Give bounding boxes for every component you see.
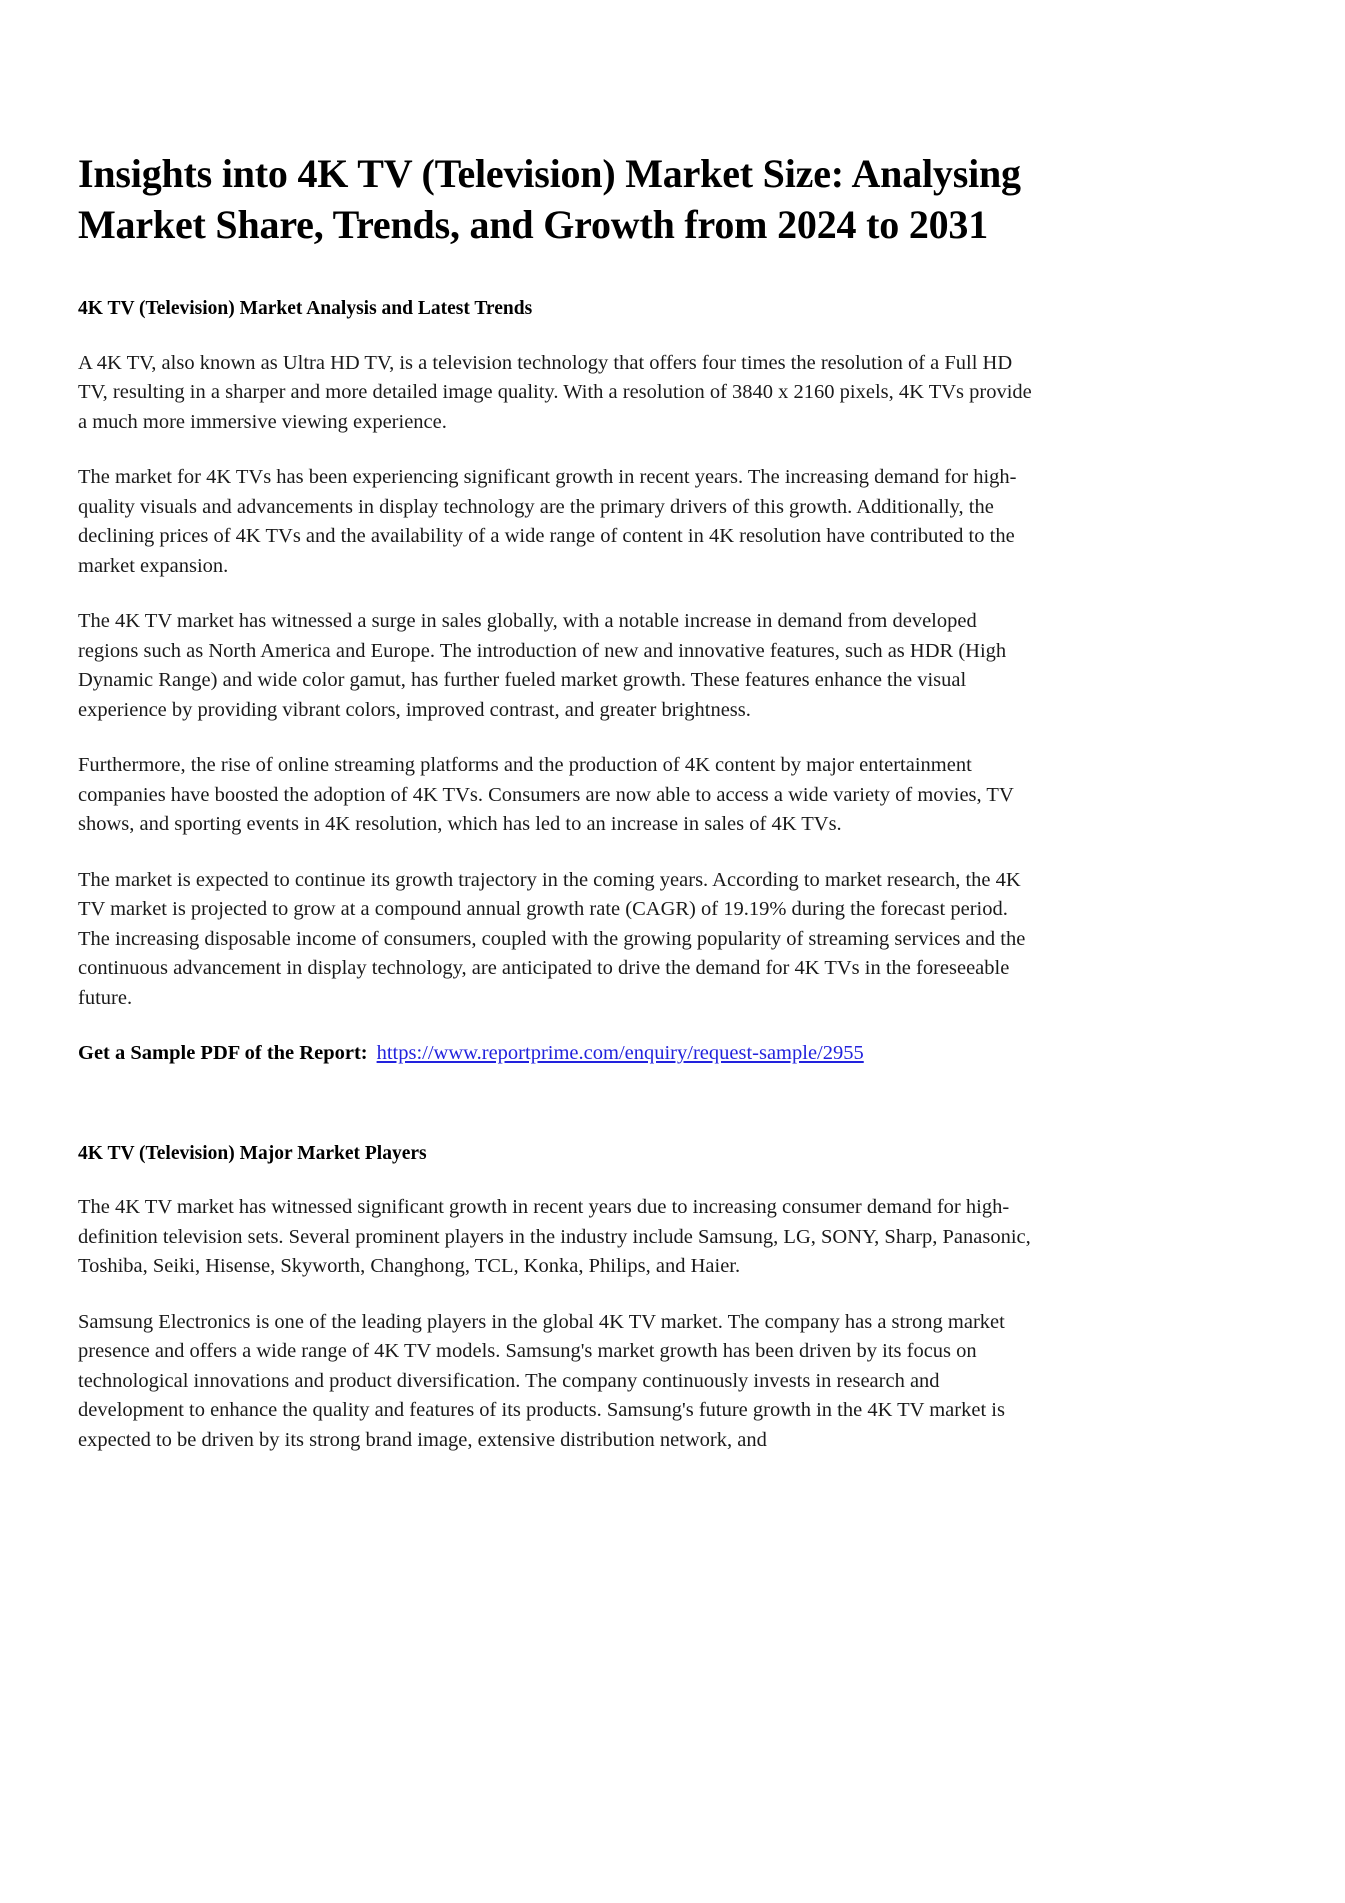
spacer — [78, 840, 1027, 866]
section-heading-major-players: 4K TV (Television) Major Market Players — [78, 1143, 427, 1164]
paragraph: The market for 4K TVs has been experiencing significant growth in recent years. The increasing demand for high-quality visuals and advancements in display technology are the primary drivers of this growth. Additionally, the declining prices of 4K TVs and the availability of a wide range of content in 4K resolution have contributed to the market expansion. — [78, 466, 1017, 577]
paragraph: The 4K TV market has witnessed a surge in sales globally, with a notable increase in demand from developed regions such as North America and Europe. The introduction of new and innovative features, such as HDR (High Dynamic Range) and wide color gamut, has further fueled market growth. These features enhance the visual experience by providing vibrant colors, improved contrast, and greater brightness. — [78, 610, 1007, 721]
sample-pdf-link[interactable]: https://www.reportprime.com/enquiry/request-sample/2955 — [376, 1042, 864, 1065]
spacer — [78, 1069, 1027, 1141]
paragraph: A 4K TV, also known as Ultra HD TV, is a television technology that offers four times the resolution of a Full HD TV, resulting in a sharper and more detailed image quality. With a resolution of 3840 x 2160 pixels, 4K TVs provide a much more immersive viewing experience. — [78, 351, 1032, 433]
spacer — [78, 323, 1027, 349]
sample-pdf-label: Get a Sample PDF of the Report: — [78, 1042, 368, 1065]
spacer — [78, 581, 1027, 607]
spacer — [78, 1013, 1027, 1039]
spacer — [78, 250, 1027, 296]
section-heading-market-analysis: 4K TV (Television) Market Analysis and Latest Trends — [78, 298, 533, 320]
paragraph: Samsung Electronics is one of the leading players in the global 4K TV market. The company has a strong market presence and offers a wide range of 4K TV models. Samsung's market growth has been driven by its focus on technological innovations and product diversification. The company continuously invests in research and development to enhance the quality and features of its products. Samsung's future growth in the 4K TV market is expected to be driven by its strong brand image, extensive distribution network, and — [78, 1310, 1005, 1451]
spacer — [78, 725, 1027, 751]
spacer — [78, 437, 1027, 463]
sample-pdf-cta — [78, 1039, 1027, 1069]
page-title: Insights into 4K TV (Television) Market Size: Analysing Market Share, Trends, and Growth from 2024 to 2031 — [78, 151, 1021, 248]
spacer — [78, 1282, 1027, 1308]
spacer — [78, 1167, 1027, 1193]
paragraph: The market is expected to continue its growth trajectory in the coming years. According to market research, the 4K TV market is projected to grow at a compound annual growth rate (CAGR) of 19.19% during the forecast period. The increasing disposable income of consumers, coupled with the growing popularity of streaming services and the continuous advancement in display technology, are anticipated to drive the demand for 4K TVs in the foreseeable future. — [78, 868, 1026, 1009]
paragraph: The 4K TV market has witnessed significant growth in recent years due to increasing consumer demand for high-definition television sets. Several prominent players in the industry include Samsung, LG, SONY, Sharp, Panasonic, Toshiba, Seiki, Hisense, Skyworth, Changhong, TCL, Konka, Philips, and Haier. — [78, 1196, 1031, 1278]
paragraph: Furthermore, the rise of online streaming platforms and the production of 4K content by major entertainment companies have boosted the adoption of 4K TVs. Consumers are now able to access a wide variety of movies, TV shows, and sporting events in 4K resolution, which has led to an increase in sales of 4K TVs. — [78, 754, 1014, 836]
